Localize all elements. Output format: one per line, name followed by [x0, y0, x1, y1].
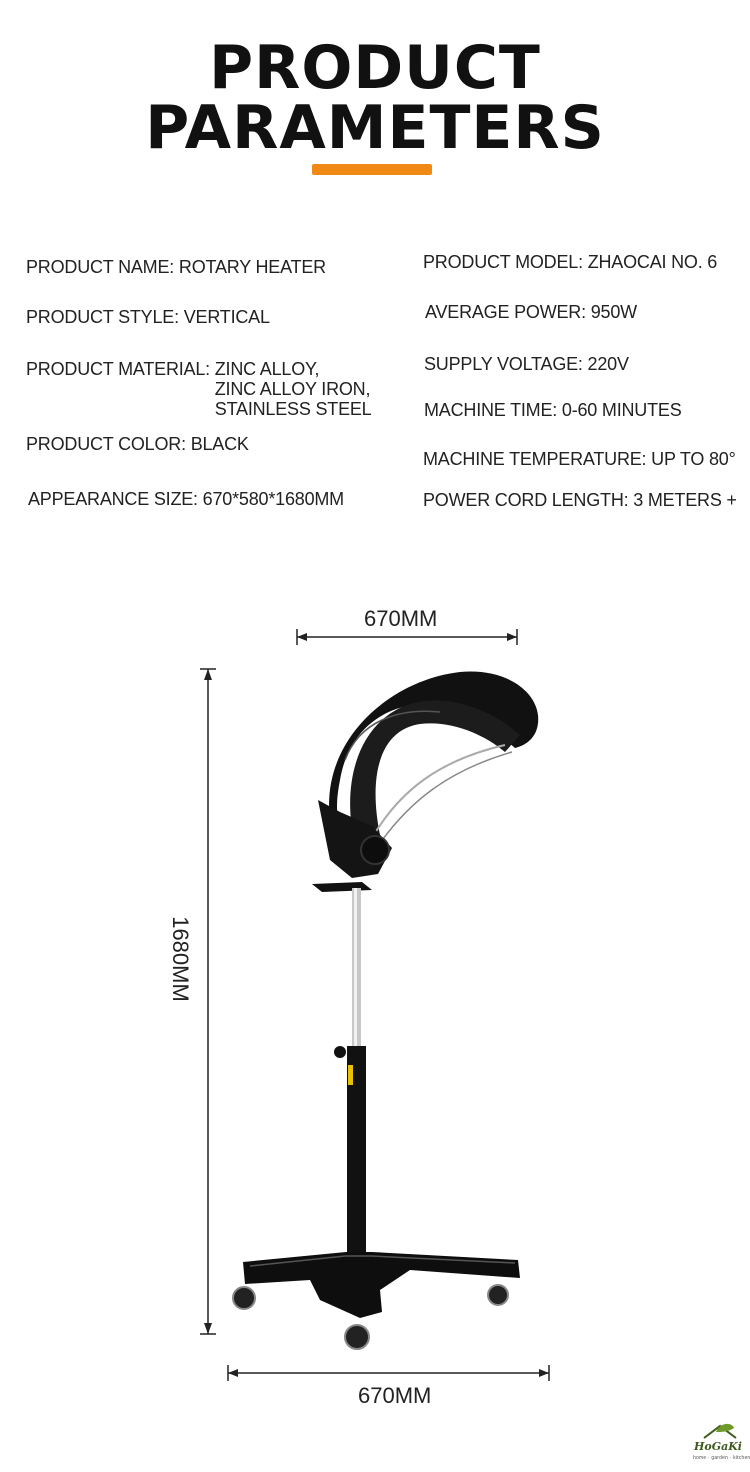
param-value: ZINC ALLOY, ZINC ALLOY IRON, STAINLESS STEEL	[214, 359, 372, 419]
stand-image	[233, 888, 520, 1349]
param-value: 220V	[587, 354, 629, 374]
param-value: VERTICAL	[183, 307, 270, 327]
page-title-line-1: PRODUCT	[209, 33, 541, 103]
logo-tagline: home · garden · kitchen	[693, 1455, 750, 1461]
param-value: BLACK	[190, 434, 249, 454]
param-value: ZHAOCAI NO. 6	[587, 252, 718, 272]
param-label: SUPPLY VOLTAGE:	[424, 354, 588, 374]
logo-wordmark: HoGaKi	[694, 1440, 742, 1453]
param-label: MACHINE TEMPERATURE:	[423, 449, 652, 469]
height-dimension-line	[200, 669, 216, 1334]
param-label: APPEARANCE SIZE:	[28, 489, 203, 509]
bottom-width-label: 670MM	[358, 1383, 432, 1408]
param-label: AVERAGE POWER:	[425, 302, 591, 322]
param-value: 670*580*1680MM	[202, 489, 344, 509]
param-label: PRODUCT NAME:	[26, 257, 179, 277]
param-value: 3 METERS +	[633, 490, 737, 510]
top-width-label: 670MM	[364, 606, 438, 631]
param-value: 0-60 MINUTES	[561, 400, 682, 420]
bottom-width-dimension-line	[228, 1365, 549, 1381]
page-title-line-2: PARAMETERS	[145, 93, 605, 163]
param-label: PRODUCT STYLE:	[26, 307, 184, 327]
param-label: POWER CORD LENGTH:	[423, 490, 634, 510]
param-label: PRODUCT MODEL:	[423, 252, 588, 272]
param-value: ROTARY HEATER	[178, 257, 326, 277]
param-label: PRODUCT MATERIAL:	[26, 359, 215, 379]
param-label: MACHINE TIME:	[424, 400, 562, 420]
param-value: 950W	[590, 302, 637, 322]
height-label: 1680MM	[168, 916, 193, 1002]
heater-arms-image	[312, 672, 538, 892]
param-label: PRODUCT COLOR:	[26, 434, 191, 454]
param-value: UP TO 80°	[651, 449, 736, 469]
